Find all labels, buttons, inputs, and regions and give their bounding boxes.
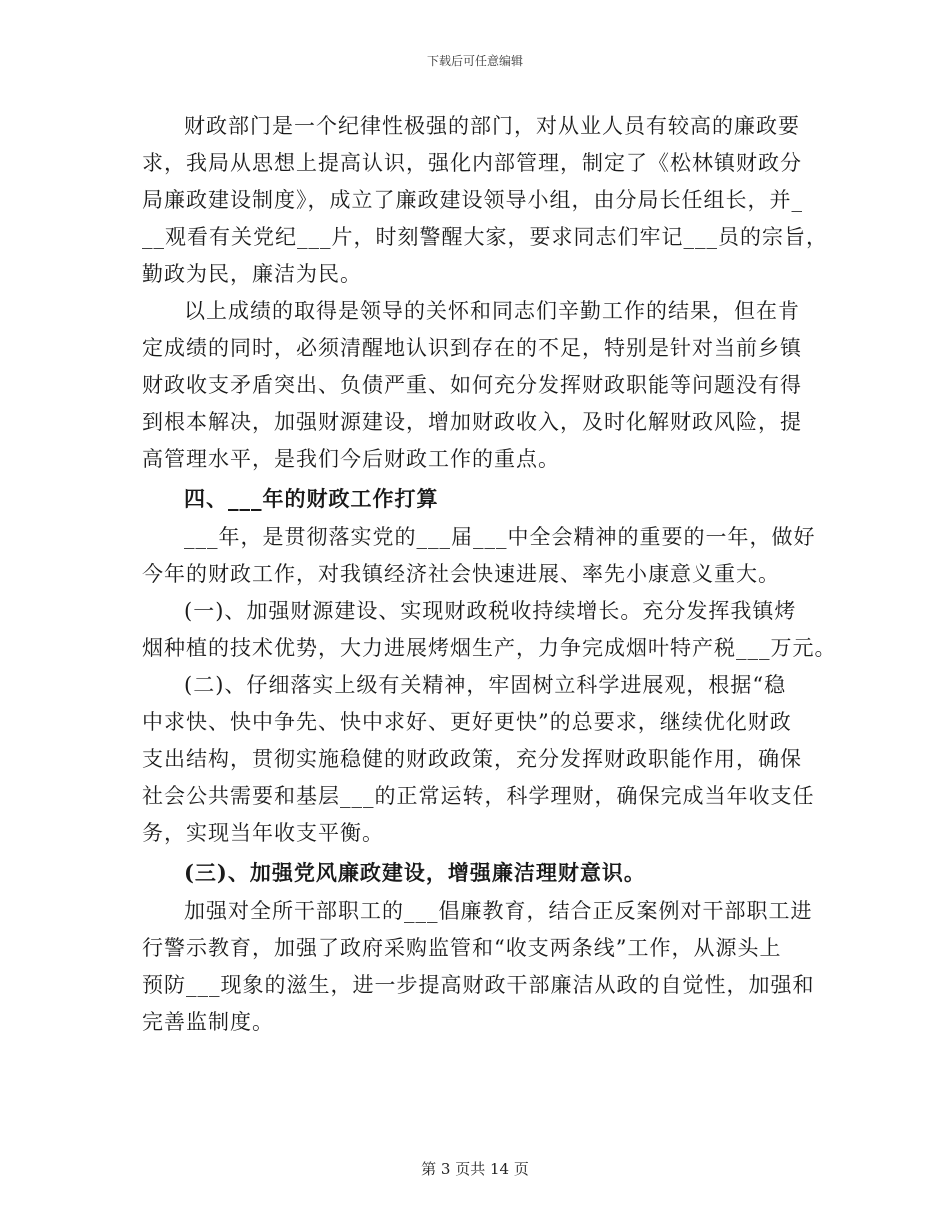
paragraph-item-2 bbox=[142, 667, 822, 852]
paragraph-item-1 bbox=[142, 593, 837, 667]
text-line: 今年的财政工作，对我镇经济社会快速进展、率先小康意义重大。 bbox=[142, 562, 780, 586]
text-line: 烟种植的技术优势，大力进展烤烟生产，力争完成烟叶特产税___万元。 bbox=[142, 636, 837, 660]
text-line: 局廉政建设制度》，成立了廉政建设领导小组，由分局长任组长，并_ bbox=[142, 188, 803, 212]
text-line: 定成绩的同时，必须清醒地认识到存在的不足，特别是针对当前乡镇 bbox=[142, 336, 802, 360]
section-heading-item-3: (三)、加强党风廉政建设，增强廉洁理财意识。 bbox=[184, 860, 646, 885]
page-header: 下载后可任意编辑 bbox=[426, 54, 523, 68]
document-body bbox=[142, 108, 837, 1041]
text-line: 勤政为民，廉洁为民。 bbox=[142, 262, 362, 286]
text-line: 财政部门是一个纪律性极强的部门，对从业人员有较高的廉政要 bbox=[184, 114, 800, 138]
text-line: 加强对全所干部职工的___倡廉教育，结合正反案例对干部职工进 bbox=[184, 899, 813, 923]
section-heading-plan: 四、___年的财政工作打算 bbox=[184, 486, 439, 511]
text-line: 预防___现象的滋生，进一步提高财政干部廉洁从政的自觉性，加强和 bbox=[142, 973, 815, 997]
text-line: (二)、仔细落实上级有关精神，牢固树立科学进展观，根据“稳 bbox=[184, 673, 787, 697]
text-line: 财政收支矛盾突出、负债严重、如何充分发挥财政职能等问题没有得 bbox=[142, 373, 802, 397]
paragraph-year-intro bbox=[142, 519, 822, 593]
text-line: (一)、加强财源建设、实现财政税收持续增长。充分发挥我镇烤 bbox=[184, 599, 797, 623]
paragraph-integrity bbox=[142, 893, 822, 1041]
text-line: 中求快、快中争先、快中求好、更好更快”的总要求，继续优化财政 bbox=[142, 710, 792, 734]
text-line: 完善监制度。 bbox=[142, 1010, 274, 1034]
text-line: 高管理水平，是我们今后财政工作的重点。 bbox=[142, 447, 560, 471]
paragraph-achievements bbox=[142, 293, 822, 478]
text-line: 到根本解决，加强财源建设，增加财政收入，及时化解财政风险，提 bbox=[142, 410, 802, 434]
paragraph-discipline bbox=[142, 108, 828, 293]
text-line: __观看有关党纪___片，时刻警醒大家，要求同志们牢记___员的宗旨， bbox=[142, 225, 828, 249]
text-line: 以上成绩的取得是领导的关怀和同志们辛勤工作的结果，但在肯 bbox=[184, 299, 800, 323]
text-line: 支出结构，贯彻实施稳健的财政政策，充分发挥财政职能作用，确保 bbox=[142, 747, 802, 771]
text-line: 求，我局从思想上提高认识，强化内部管理，制定了《松林镇财政分 bbox=[142, 151, 802, 175]
page-footer: 第 3 页共 14 页 bbox=[421, 1160, 529, 1178]
text-line: 务，实现当年收支平衡。 bbox=[142, 821, 384, 845]
text-line: 行警示教育，加强了政府采购监管和“收支两条线”工作，从源头上 bbox=[142, 936, 782, 960]
text-line: 社会公共需要和基层___的正常运转，科学理财，确保完成当年收支任 bbox=[142, 784, 815, 808]
text-line: ___年，是贯彻落实党的___届___中全会精神的重要的一年，做好 bbox=[184, 525, 816, 549]
